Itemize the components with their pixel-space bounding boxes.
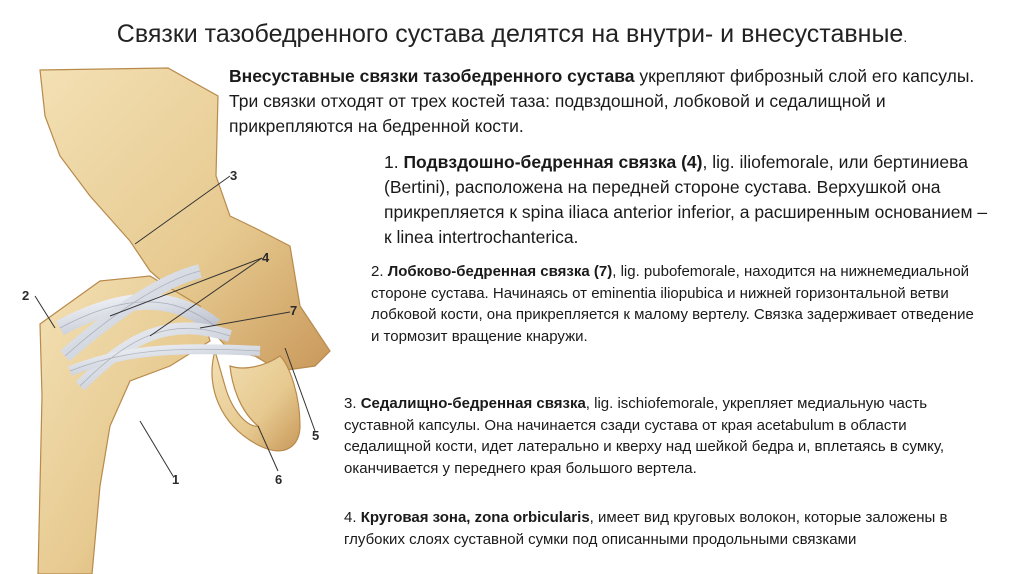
item-3-text: , lig. ischiofemorale, укрепляет медиальную часть суставной капсулы. Она начинается сзади сустава от края acetabulum в области седалищной кости, идет латерально и кверху над шейкой бедра и, вплетаясь в сумку, оканчивается у переднего края большого вертела. <box>344 395 945 477</box>
slide-title-dot: . <box>903 29 908 45</box>
item-4-paragraph <box>344 507 984 550</box>
item-4-bold: Круговая зона, zona orbicularis <box>360 509 590 526</box>
figure-label-5: 5 <box>312 428 320 443</box>
figure-label-1: 1 <box>172 472 180 487</box>
figure-label-7: 7 <box>290 303 298 318</box>
hip-joint-illustration <box>0 66 380 574</box>
intro-paragraph <box>229 64 999 139</box>
item-2-text: , lig. pubofemorale, находится на нижнемедиальной стороне сустава. Начинаясь от eminentia iliopubica и нижней горизонтальной ветви лобковой кости, она прикрепляется к малому вертелу. Связка задерживает отведение и тормозит вращение кнаружи. <box>371 263 974 345</box>
figure-label-4: 4 <box>262 250 270 265</box>
item-2-bold: Лобково-бедренная связка (7) <box>387 263 613 280</box>
item-3-num: 3. <box>344 395 361 412</box>
item-4-text: , имеет вид круговых волокон, которые заложены в глубоких слоях суставной сумки под описанными продольными связками <box>344 509 948 548</box>
intro-bold: Внесуставные связки тазобедренного сустава <box>229 66 635 86</box>
item-3-bold: Седалищно-бедренная связка <box>360 395 586 412</box>
item-1-text: , lig. iliofemorale, или бертиниева (Bertini), расположена на передней стороне сустава. Верхушкой она прикрепляется к spina iliaca anterior inferior, а расширенным основанием – к linea intertrochanterica. <box>384 152 988 247</box>
figure-label-6: 6 <box>275 472 283 487</box>
item-1-bold: Подвздошно-бедренная связка (4) <box>403 152 703 172</box>
item-1-paragraph <box>384 150 994 250</box>
item-3-paragraph <box>344 393 984 479</box>
figure-label-2: 2 <box>22 288 30 303</box>
intro-text: укрепляют фиброзный слой его капсулы. Три связки отходят от трех костей таза: подвздошной, лобковой и седалищной и прикрепляются на бедренной кости. <box>229 66 975 136</box>
figure-label-3: 3 <box>230 168 238 183</box>
slide-title <box>0 20 1024 49</box>
slide-title-text: Связки тазобедренного сустава делятся на внутри- и внесуставные <box>116 20 904 48</box>
item-2-num: 2. <box>371 263 388 280</box>
item-2-paragraph <box>371 261 981 347</box>
item-4-num: 4. <box>344 509 361 526</box>
item-1-num: 1. <box>384 152 404 172</box>
ischium-bone <box>212 351 300 451</box>
